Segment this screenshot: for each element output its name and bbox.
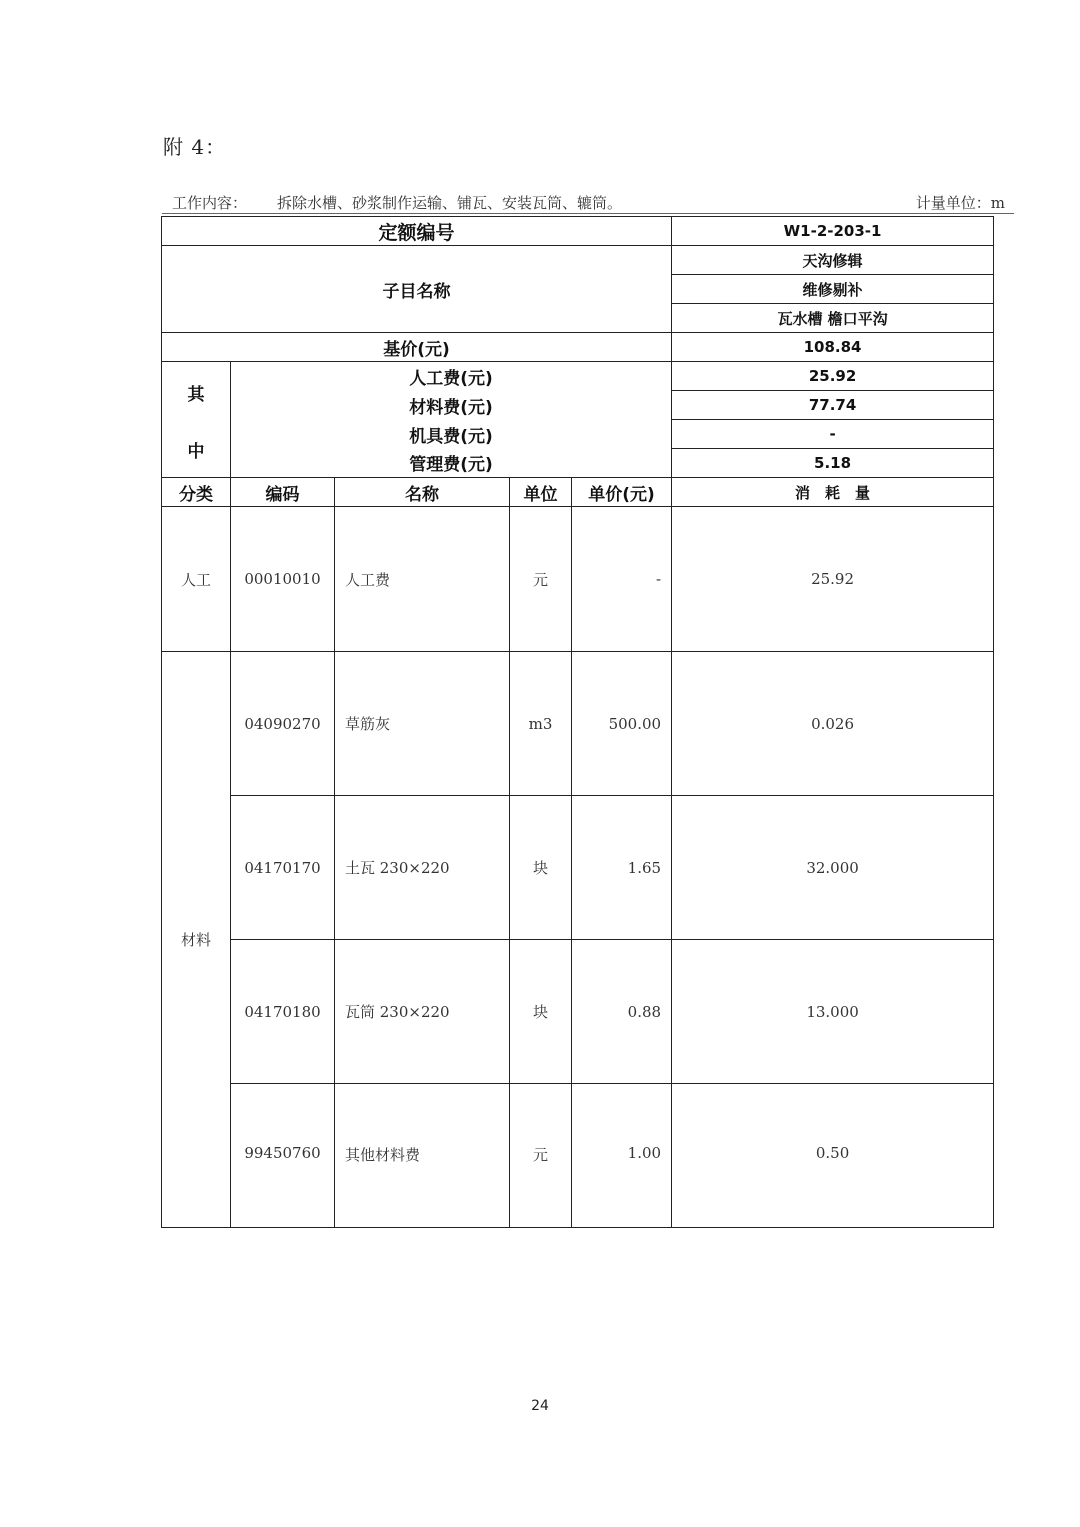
table-row: [162, 940, 994, 1084]
work-content-text: 拆除水槽、砂浆制作运输、铺瓦、安装瓦筒、辘筒。: [277, 194, 623, 212]
cost-value-management: 5.18: [672, 449, 994, 478]
among-label-1: 其: [187, 385, 205, 405]
cost-row-management: [162, 449, 994, 478]
quota-no-label: 定额编号: [162, 217, 672, 246]
item-name-label: 子目名称: [162, 246, 672, 333]
cost-value-labor: 25.92: [672, 362, 994, 391]
cost-label-material: 材料费(元): [231, 391, 672, 420]
material-consumption: 13.000: [672, 940, 994, 1084]
labor-category: 人工: [162, 507, 231, 652]
quota-no-value: W1-2-203-1: [672, 217, 994, 246]
material-name: 瓦筒 230×220: [335, 940, 510, 1084]
item-name-line-2: 维修剔补: [672, 275, 994, 304]
header-rule: [162, 213, 1014, 214]
header-code: 编码: [231, 478, 335, 507]
quota-no-row: [162, 217, 994, 246]
work-content-line: [172, 192, 622, 213]
material-unit: m3: [510, 652, 572, 796]
header-consumption: 消 耗 量: [672, 478, 994, 507]
among-label-cell: [162, 362, 231, 478]
quota-table: [161, 216, 994, 1228]
measure-unit: 计量单位：m: [915, 194, 1005, 212]
base-price-row: [162, 333, 994, 362]
labor-consumption: 25.92: [672, 507, 994, 652]
column-header-row: [162, 478, 994, 507]
material-unit: 块: [510, 796, 572, 940]
header-unit-price: 单价(元): [572, 478, 672, 507]
material-unit: 元: [510, 1084, 572, 1228]
material-consumption: 0.026: [672, 652, 994, 796]
cost-label-machine: 机具费(元): [231, 420, 672, 449]
material-unit-price: 1.00: [572, 1084, 672, 1228]
header-unit: 单位: [510, 478, 572, 507]
page-number: 24: [531, 1398, 549, 1414]
cost-label-management: 管理费(元): [231, 449, 672, 478]
material-code: 99450760: [231, 1084, 335, 1228]
material-consumption: 32.000: [672, 796, 994, 940]
work-content-label: 工作内容：: [172, 194, 248, 212]
material-unit-price: 500.00: [572, 652, 672, 796]
cost-row-labor: [162, 362, 994, 391]
table-row: [162, 796, 994, 940]
cost-row-machine: [162, 420, 994, 449]
material-code: 04090270: [231, 652, 335, 796]
header-name: 名称: [335, 478, 510, 507]
base-price-value: 108.84: [672, 333, 994, 362]
attachment-title: 附 4：: [163, 135, 227, 159]
material-code: 04170170: [231, 796, 335, 940]
labor-unit: 元: [510, 507, 572, 652]
materials-category: 材料: [162, 652, 231, 1228]
table-row: [162, 1084, 994, 1228]
material-unit-price: 0.88: [572, 940, 672, 1084]
table-row: [162, 507, 994, 652]
cost-value-material: 77.74: [672, 391, 994, 420]
labor-name: 人工费: [335, 507, 510, 652]
item-name-row: [162, 246, 994, 275]
material-name: 草筋灰: [335, 652, 510, 796]
material-unit-price: 1.65: [572, 796, 672, 940]
cost-value-machine: -: [672, 420, 994, 449]
cost-row-material: [162, 391, 994, 420]
labor-code: 00010010: [231, 507, 335, 652]
among-label-2: 中: [187, 442, 205, 462]
material-name: 土瓦 230×220: [335, 796, 510, 940]
item-name-line-3: 瓦水槽 檐口平沟: [672, 304, 994, 333]
labor-unit-price: -: [572, 507, 672, 652]
material-name: 其他材料费: [335, 1084, 510, 1228]
material-code: 04170180: [231, 940, 335, 1084]
item-name-line-1: 天沟修辑: [672, 246, 994, 275]
material-consumption: 0.50: [672, 1084, 994, 1228]
material-unit: 块: [510, 940, 572, 1084]
base-price-label: 基价(元): [162, 333, 672, 362]
header-category: 分类: [162, 478, 231, 507]
cost-label-labor: 人工费(元): [231, 362, 672, 391]
table-row: [162, 652, 994, 796]
